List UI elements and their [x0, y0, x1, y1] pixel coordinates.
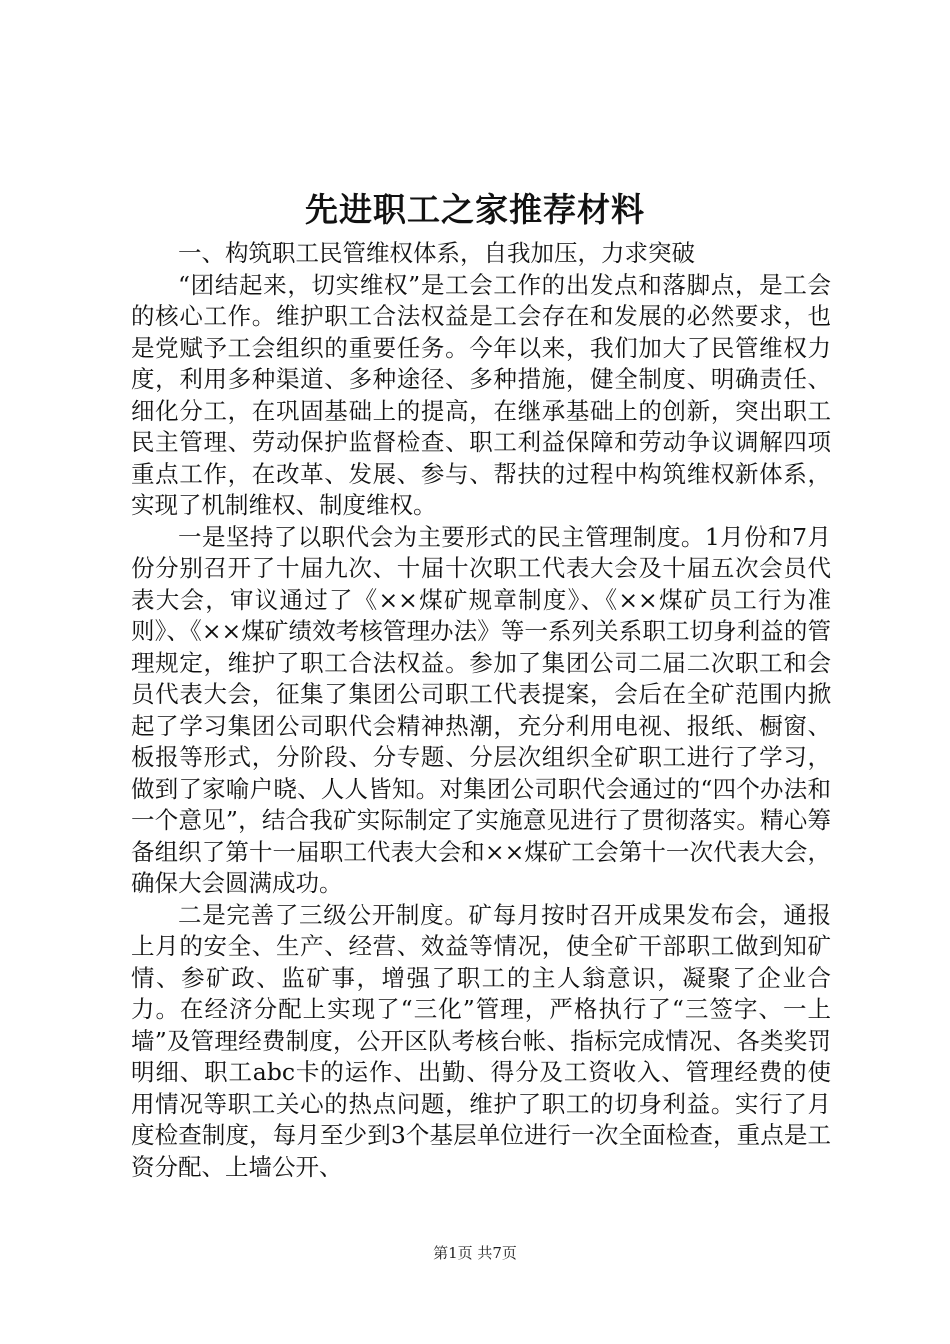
page-number-footer: 第1页 共7页: [433, 1244, 517, 1262]
body-paragraph: 一是坚持了以职代会为主要形式的民主管理制度。1月份和7月份分别召开了十届九次、十届十次职工代表大会及十届五次会员代表大会，审议通过了《××煤矿规章制度》、《××煤矿员工行为准则》、《××煤矿绩效考核管理办法》等一系列关系职工切身利益的管理规定，维护了职工合法权益。参加了集团公司二届二次职工和会员代表大会，征集了集团公司职工代表提案，会后在全矿范围内掀起了学习集团公司职代会精神热潮，充分利用电视、报纸、橱窗、板报等形式，分阶段、分专题、分层次组织全矿职工进行了学习，做到了家喻户晓、人人皆知。对集团公司职代会通过的“四个办法和一个意见”，结合我矿实际制定了实施意见进行了贯彻落实。精心筹备组织了第十一届职工代表大会和××煤矿工会第十一次代表大会，确保大会圆满成功。: [131, 522, 831, 897]
document-title: 先进职工之家推荐材料: [305, 190, 645, 229]
body-paragraph: “团结起来，切实维权”是工会工作的出发点和落脚点，是工会的核心工作。维护职工合法权益是工会存在和发展的必然要求，也是党赋予工会组织的重要任务。今年以来，我们加大了民管维权力度，利用多种渠道、多种途径、多种措施，健全制度、明确责任、细化分工，在巩固基础上的提高，在继承基础上的创新，突出职工民主管理、劳动保护监督检查、职工利益保障和劳动争议调解四项重点工作，在改革、发展、参与、帮扶的过程中构筑维权新体系，实现了机制维权、制度维权。: [131, 270, 831, 519]
section-heading: 一、构筑职工民管维权体系，自我加压，力求突破: [178, 239, 695, 267]
body-paragraph: 二是完善了三级公开制度。矿每月按时召开成果发布会，通报上月的安全、生产、经营、效益等情况，使全矿干部职工做到知矿情、参矿政、监矿事，增强了职工的主人翁意识，凝聚了企业合力。在经济分配上实现了“三化”管理，严格执行了“三签字、一上墙”及管理经费制度，公开区队考核台帐、指标完成情况、各类奖罚明细、职工abc卡的运作、出勤、得分及工资收入、管理经费的使用情况等职工关心的热点问题，维护了职工的切身利益。实行了月度检查制度，每月至少到3个基层单位进行一次全面检查，重点是工资分配、上墙公开、: [131, 900, 831, 1181]
document-body: [131, 238, 831, 1183]
